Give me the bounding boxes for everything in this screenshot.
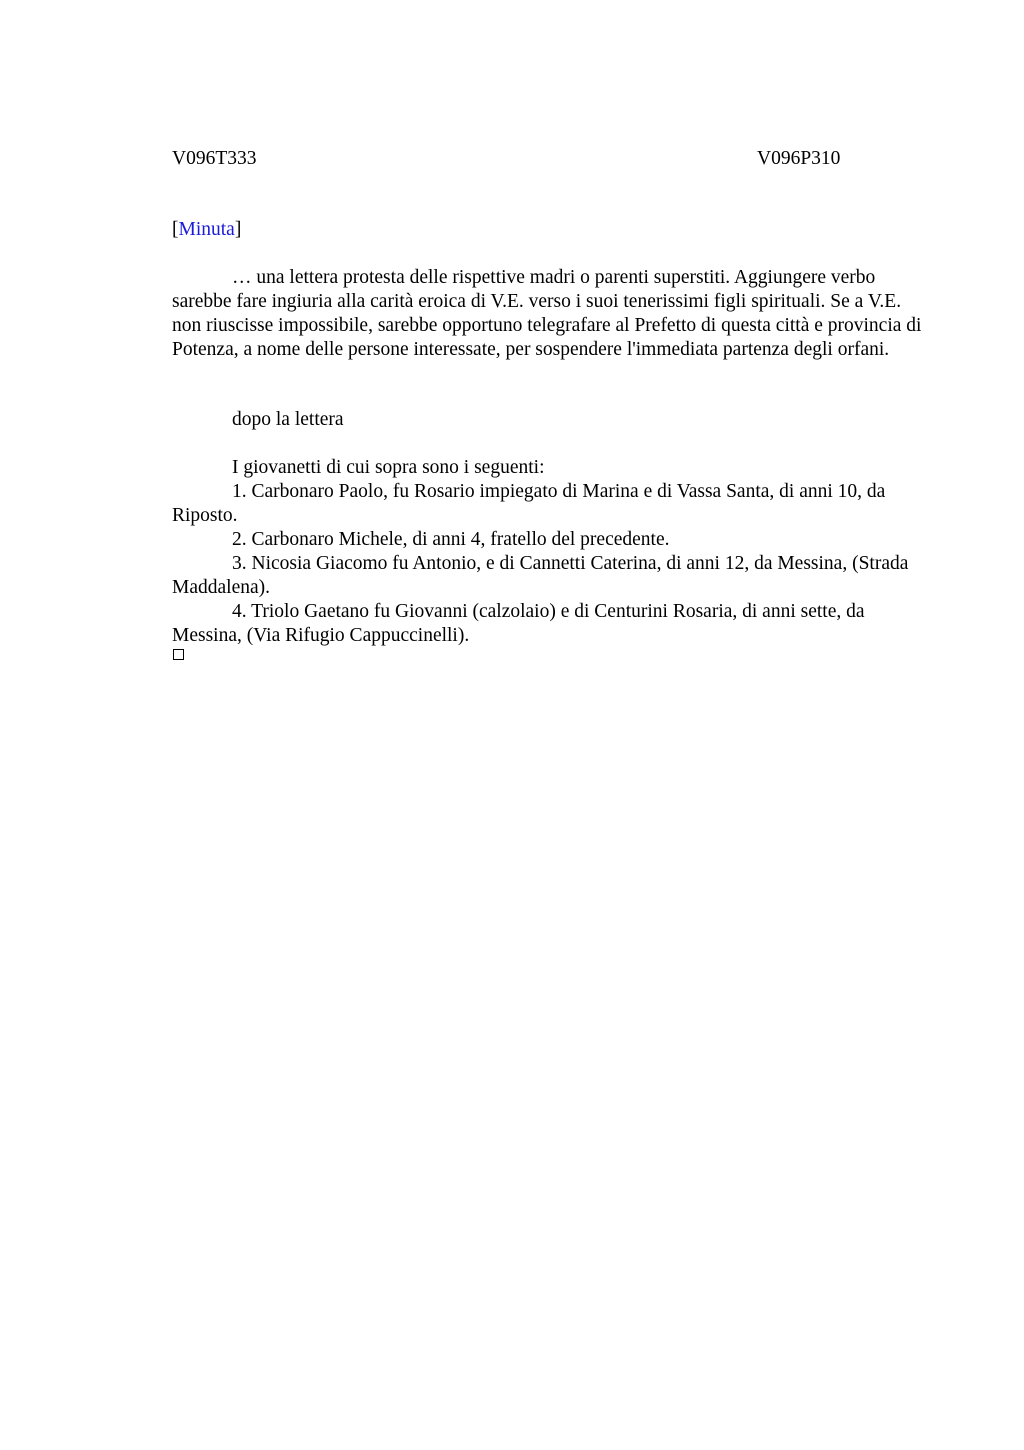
letter-paragraph-2: [172, 408, 932, 432]
paragraph-text: … una lettera protesta delle rispettive madri o parenti superstiti. Aggiungere verbo sarebbe fare ingiuria alla carità eroica di V.E. verso i suoi tenerissimi figli spirituali. Se a V.E. non riuscisse impossibile, sarebbe opportuno telegrafare al Prefetto di questa città e provincia di Potenza, a nome delle persone interessate, per sospendere l'immediata partenza degli orfani.: [172, 267, 922, 360]
letter-paragraph-1: [172, 266, 932, 362]
open-bracket: [: [172, 219, 179, 240]
end-of-document-box-icon: [173, 649, 184, 660]
list-item: 3. Nicosia Giacomo fu Antonio, e di Cannetti Caterina, di anni 12, da Messina, (Strada Maddalena).: [172, 553, 909, 598]
orphans-list: [172, 456, 932, 648]
document-code-left: V096T333: [172, 148, 257, 169]
paragraph-text: dopo la lettera: [232, 409, 344, 430]
minuta-heading: [172, 218, 241, 242]
list-item: 4. Triolo Gaetano fu Giovanni (calzolaio) e di Centurini Rosaria, di anni sette, da Messina, (Via Rifugio Cappuccinelli).: [172, 601, 865, 646]
list-item: 2. Carbonaro Michele, di anni 4, fratello del precedente.: [232, 529, 670, 550]
minuta-link[interactable]: Minuta: [178, 219, 235, 240]
document-code-right: V096P310: [757, 148, 841, 169]
list-item: 1. Carbonaro Paolo, fu Rosario impiegato di Marina e di Vassa Santa, di anni 10, da Riposto.: [172, 481, 886, 526]
close-bracket: ]: [234, 219, 242, 240]
list-intro: I giovanetti di cui sopra sono i seguenti:: [232, 457, 545, 478]
